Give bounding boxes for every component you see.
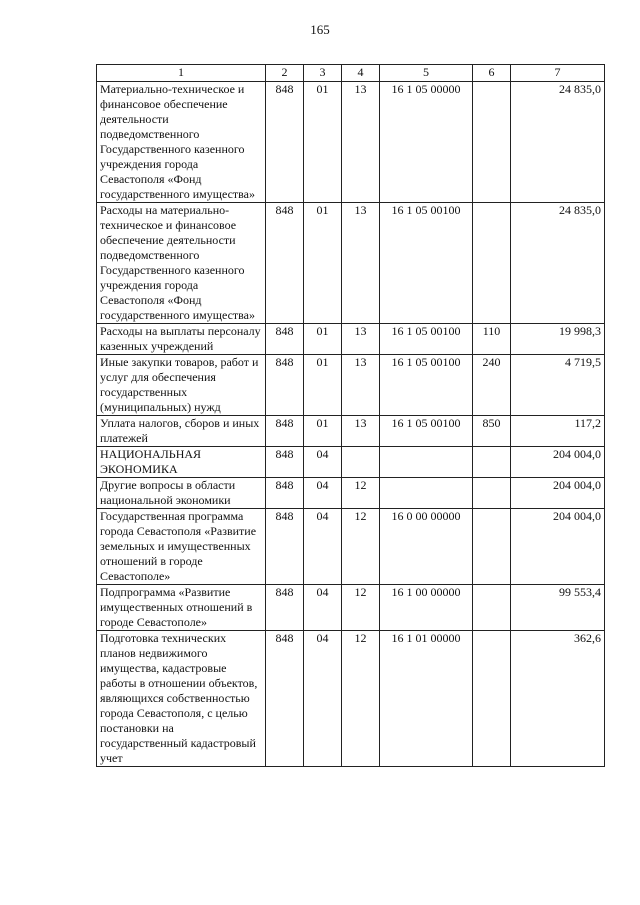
amount: 204 004,0	[511, 447, 605, 478]
ministry-code: 848	[266, 416, 304, 447]
section-code: 04	[304, 631, 342, 767]
subsection-code	[342, 447, 380, 478]
section-code: 01	[304, 203, 342, 324]
table-row	[97, 585, 605, 631]
col-header: 2	[266, 65, 304, 82]
target-article-code	[380, 478, 473, 509]
expense-type-code	[473, 82, 511, 203]
col-header: 5	[380, 65, 473, 82]
amount: 204 004,0	[511, 478, 605, 509]
expense-type-code: 240	[473, 355, 511, 416]
target-article-code	[380, 447, 473, 478]
expense-type-code: 110	[473, 324, 511, 355]
section-code: 04	[304, 585, 342, 631]
amount: 19 998,3	[511, 324, 605, 355]
target-article-code: 16 1 05 00100	[380, 416, 473, 447]
target-article-code: 16 0 00 00000	[380, 509, 473, 585]
ministry-code: 848	[266, 82, 304, 203]
amount: 362,6	[511, 631, 605, 767]
expense-type-code: 850	[473, 416, 511, 447]
target-article-code: 16 1 05 00100	[380, 324, 473, 355]
table-row	[97, 478, 605, 509]
col-header: 1	[97, 65, 266, 82]
subsection-code: 13	[342, 203, 380, 324]
row-name: Иные закупки товаров, работ и услуг для обеспечения государственных (муниципальных) нужд	[97, 355, 266, 416]
expense-type-code	[473, 585, 511, 631]
expense-type-code	[473, 478, 511, 509]
ministry-code: 848	[266, 631, 304, 767]
table-row	[97, 447, 605, 478]
section-code: 04	[304, 447, 342, 478]
header-row	[97, 65, 605, 82]
row-name: НАЦИОНАЛЬНАЯ ЭКОНОМИКА	[97, 447, 266, 478]
subsection-code: 13	[342, 416, 380, 447]
subsection-code: 12	[342, 585, 380, 631]
ministry-code: 848	[266, 447, 304, 478]
table-row	[97, 324, 605, 355]
row-name: Государственная программа города Севастополя «Развитие земельных и имущественных отношений в городе Севастополе»	[97, 509, 266, 585]
row-name: Подготовка технических планов недвижимого имущества, кадастровые работы в отношении объектов, являющихся собственностью города Севастополя, с целью постановки на государственный кадастровый учет	[97, 631, 266, 767]
ministry-code: 848	[266, 478, 304, 509]
amount: 204 004,0	[511, 509, 605, 585]
subsection-code: 13	[342, 355, 380, 416]
expense-type-code	[473, 631, 511, 767]
page-number: 165	[310, 22, 330, 37]
target-article-code: 16 1 05 00000	[380, 82, 473, 203]
table-row	[97, 82, 605, 203]
subsection-code: 13	[342, 82, 380, 203]
table-row	[97, 631, 605, 767]
amount: 4 719,5	[511, 355, 605, 416]
row-name: Уплата налогов, сборов и иных платежей	[97, 416, 266, 447]
amount: 99 553,4	[511, 585, 605, 631]
col-header: 4	[342, 65, 380, 82]
table-row	[97, 416, 605, 447]
ministry-code: 848	[266, 355, 304, 416]
col-header: 6	[473, 65, 511, 82]
row-name: Расходы на материально-техническое и финансовое обеспечение деятельности подведомственного Государственного казенного учреждения города Севастополя «Фонд государственного имущества»	[97, 203, 266, 324]
table-row	[97, 203, 605, 324]
section-code: 01	[304, 82, 342, 203]
table-row	[97, 355, 605, 416]
section-code: 01	[304, 355, 342, 416]
section-code: 04	[304, 478, 342, 509]
section-code: 01	[304, 324, 342, 355]
amount: 24 835,0	[511, 203, 605, 324]
ministry-code: 848	[266, 324, 304, 355]
target-article-code: 16 1 00 00000	[380, 585, 473, 631]
row-name: Расходы на выплаты персоналу казенных учреждений	[97, 324, 266, 355]
target-article-code: 16 1 01 00000	[380, 631, 473, 767]
section-code: 01	[304, 416, 342, 447]
row-name: Другие вопросы в области национальной экономики	[97, 478, 266, 509]
row-name: Материально-техническое и финансовое обеспечение деятельности подведомственного Государственного казенного учреждения города Севастополя «Фонд государственного имущества»	[97, 82, 266, 203]
expense-type-code	[473, 447, 511, 478]
col-header: 3	[304, 65, 342, 82]
target-article-code: 16 1 05 00100	[380, 355, 473, 416]
amount: 24 835,0	[511, 82, 605, 203]
subsection-code: 12	[342, 631, 380, 767]
expense-type-code	[473, 203, 511, 324]
section-code: 04	[304, 509, 342, 585]
row-name: Подпрограмма «Развитие имущественных отношений в городе Севастополе»	[97, 585, 266, 631]
budget-table	[96, 64, 605, 767]
subsection-code: 12	[342, 509, 380, 585]
target-article-code: 16 1 05 00100	[380, 203, 473, 324]
subsection-code: 13	[342, 324, 380, 355]
ministry-code: 848	[266, 509, 304, 585]
ministry-code: 848	[266, 585, 304, 631]
subsection-code: 12	[342, 478, 380, 509]
ministry-code: 848	[266, 203, 304, 324]
table-row	[97, 509, 605, 585]
col-header: 7	[511, 65, 605, 82]
amount: 117,2	[511, 416, 605, 447]
expense-type-code	[473, 509, 511, 585]
